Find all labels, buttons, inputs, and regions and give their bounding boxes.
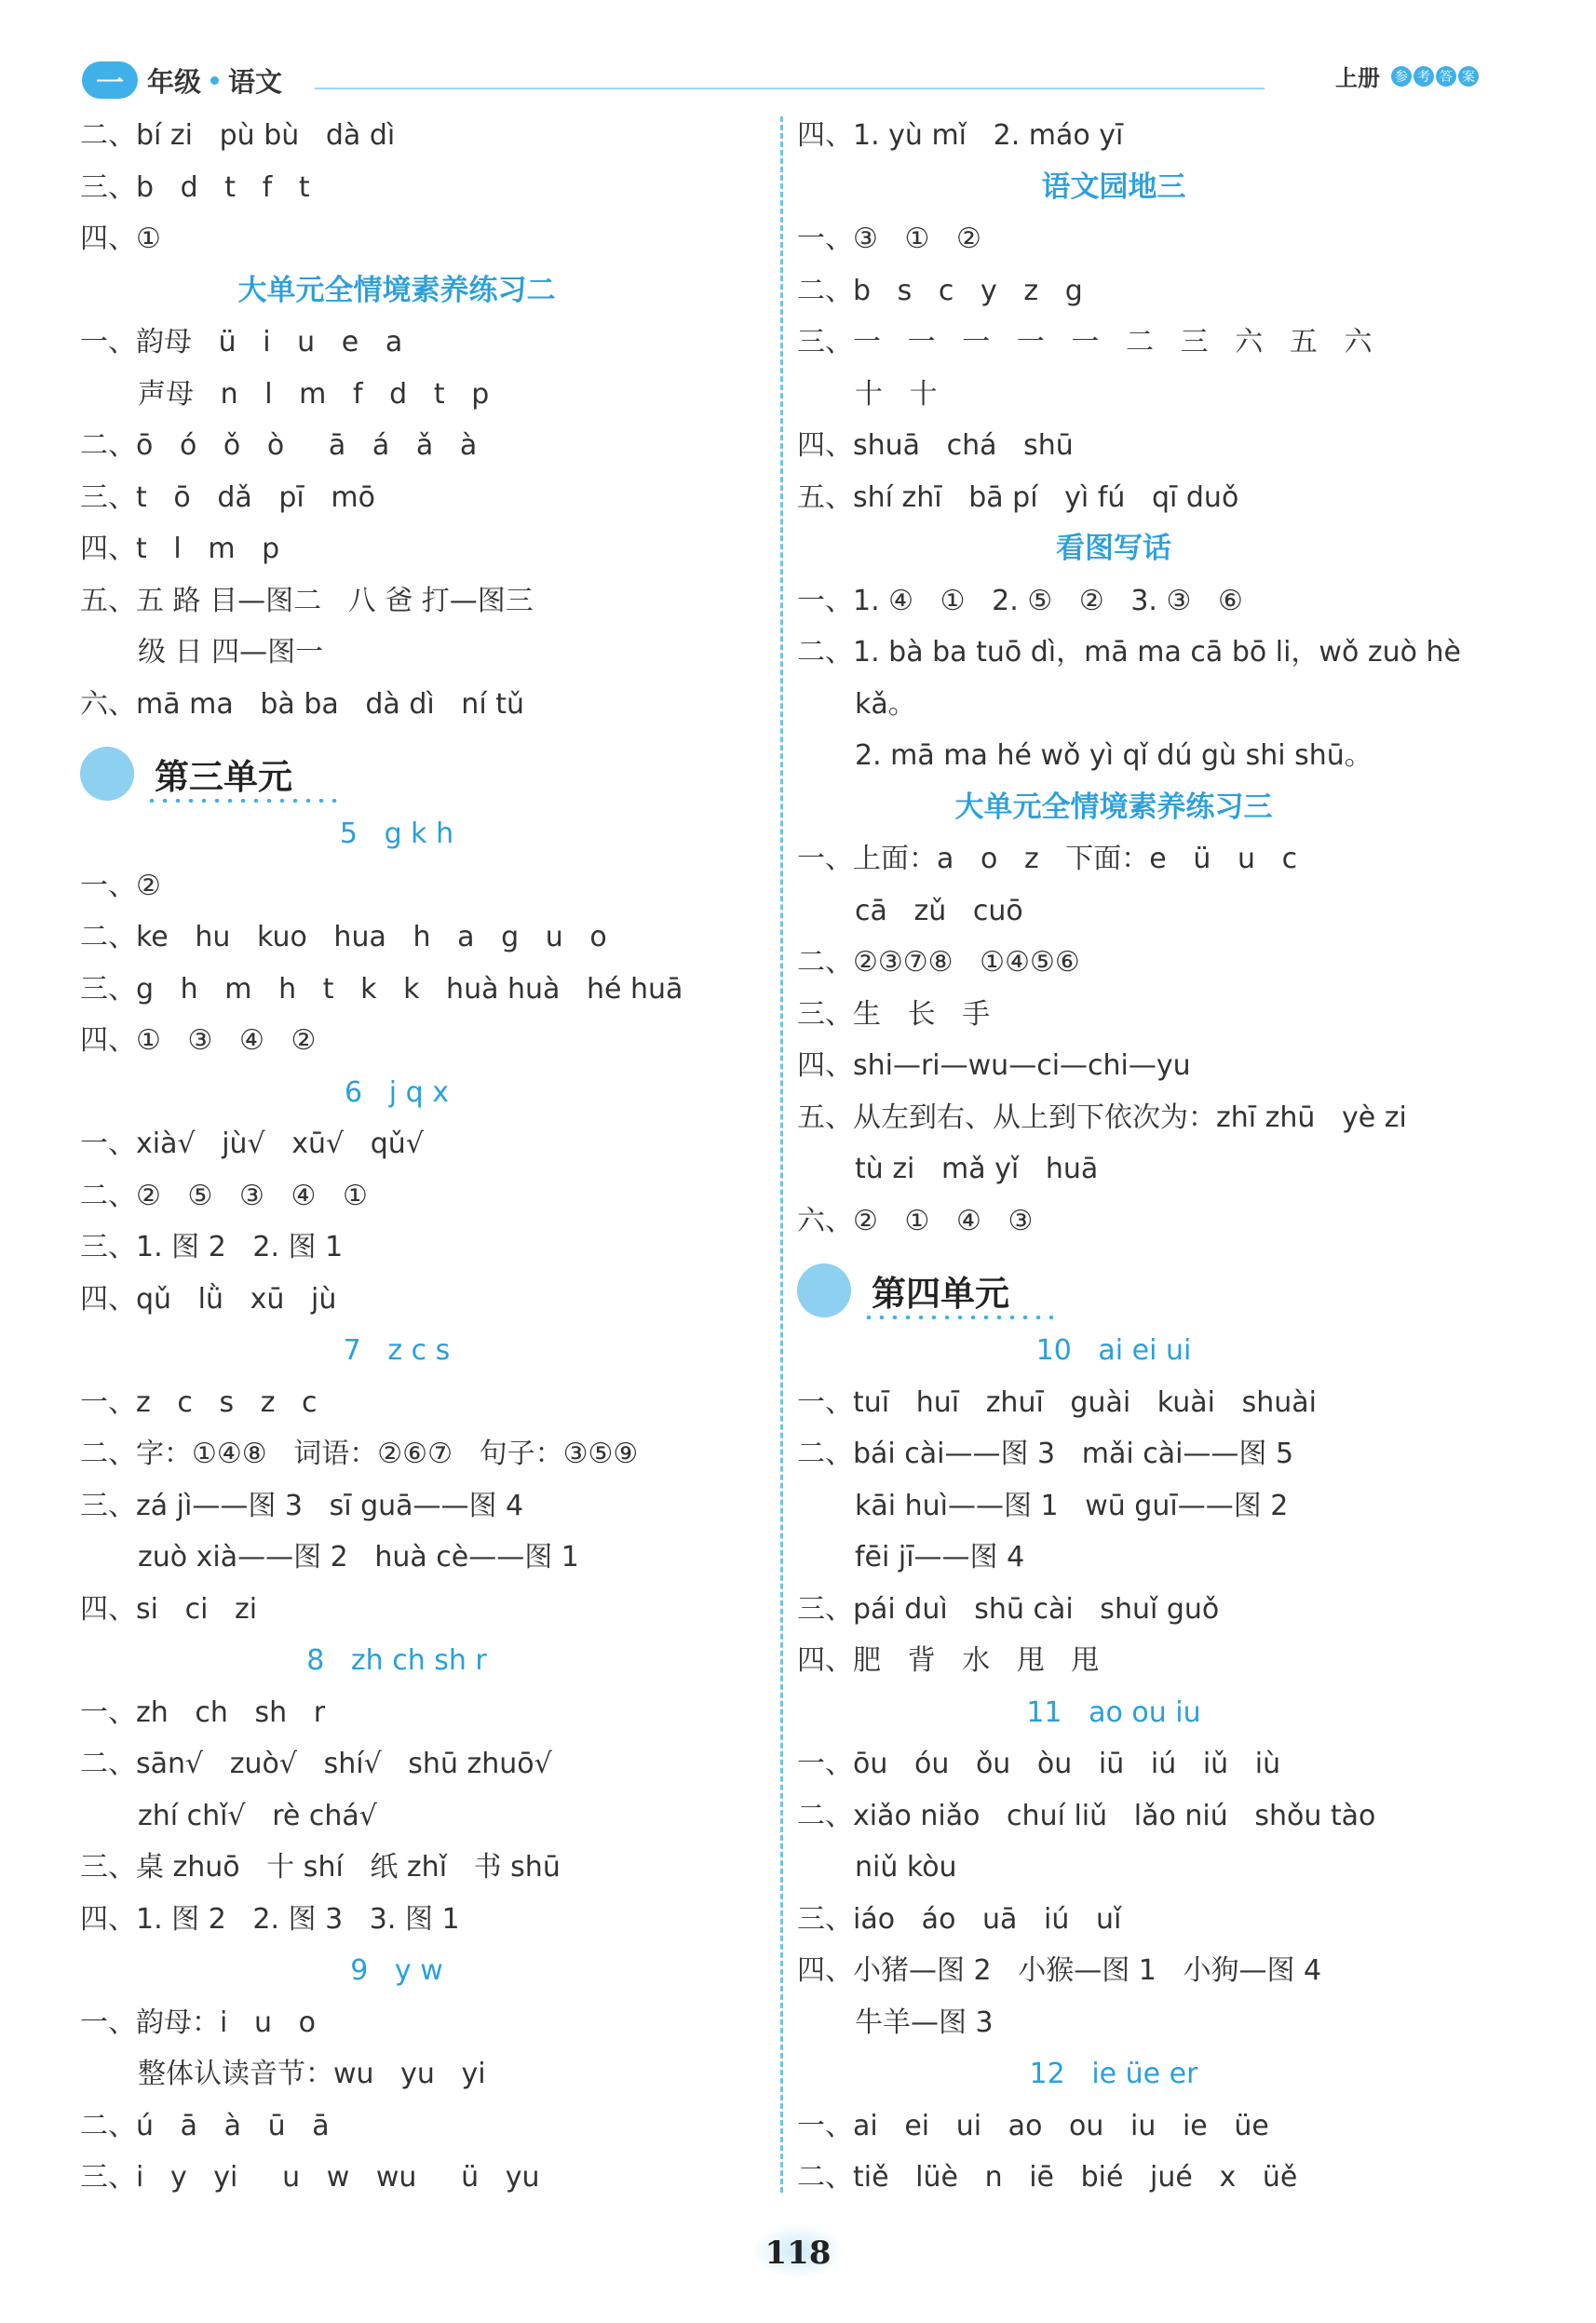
answer-line: 二、ō ó ǒ ò ā á ǎ à: [80, 429, 478, 462]
header-rule: [315, 88, 1265, 89]
answer-line: 一、xià√ jù√ xū√ qǔ√: [80, 1128, 424, 1160]
lesson-heading: 5 g k h: [339, 817, 454, 850]
separator-dot-icon: [210, 76, 219, 85]
answer-line-continued: zuò xià——图 2 huà cè——图 1: [138, 1541, 579, 1573]
answer-line: 三、pái duì shū cài shuǐ guǒ: [797, 1592, 1220, 1626]
answer-line-continued: fēi jī——图 4: [855, 1541, 1025, 1573]
header-left: [82, 52, 282, 108]
answer-line: 五、shí zhī bā pí yì fú qī duǒ: [797, 480, 1239, 514]
answer-line-continued: kāi huì——图 1 wū guī——图 2: [855, 1489, 1289, 1522]
answer-line: 一、③ ① ②: [797, 223, 981, 255]
answer-line: 四、shuā chá shū: [797, 429, 1074, 462]
section-heading: 大单元全情境素养练习二: [237, 273, 556, 307]
answer-line: 四、si ci zi: [80, 1592, 258, 1626]
section-heading: 看图写话: [1056, 532, 1171, 565]
answer-line: 三、b d t f t: [80, 170, 310, 204]
answer-line: 四、1. yù mǐ 2. máo yī: [797, 119, 1124, 152]
column-divider: [780, 116, 783, 2193]
answer-line: 四、1. 图 2 2. 图 3 3. 图 1: [80, 1902, 460, 1936]
answer-line-continued: 牛羊—图 3: [855, 2006, 994, 2039]
right-column: [797, 110, 1486, 2204]
answer-line: 二、bái cài——图 3 mǎi cài——图 5: [797, 1438, 1294, 1470]
lesson-heading: 6 j q x: [345, 1075, 449, 1109]
page-header: [82, 52, 1479, 108]
answer-line: 四、①: [80, 223, 161, 255]
answer-line: 四、肥 背 水 甩 甩: [797, 1644, 1100, 1677]
grade-badge: 一: [82, 61, 138, 99]
answer-line: 四、小猪—图 2 小猴—图 1 小狗—图 4: [797, 1954, 1322, 1987]
lesson-heading: 8 zh ch sh r: [306, 1644, 487, 1677]
answer-line: 一、韵母 ü i u e a: [80, 326, 403, 358]
answer-line: 五、五 路 目—图二 八 爸 打—图三: [80, 584, 534, 617]
answer-line: 三、g h m h t k k huà huà hé huā: [80, 972, 683, 1006]
answer-line: 一、ai ei ui ao ou iu ie üe: [797, 2109, 1269, 2142]
answer-badge-char: 案: [1458, 66, 1479, 87]
answer-line: 一、上面：a o z 下面：e ü u c: [797, 843, 1298, 875]
answer-line: 四、① ③ ④ ②: [80, 1024, 317, 1057]
answer-line: 二、sān√ zuò√ shí√ shū zhuō√: [80, 1748, 552, 1780]
subject-label: 语文: [228, 65, 283, 98]
unit-dotted-underline: [145, 799, 341, 803]
answer-line: 一、tuī huī zhuī guài kuài shuài: [797, 1385, 1317, 1419]
answer-line-continued: tù zi mǎ yǐ huā: [855, 1153, 1099, 1185]
lesson-heading: 10 ai ei ui: [1035, 1334, 1192, 1367]
unit-title-text: 第三单元: [155, 757, 292, 797]
answer-key-badge: [1389, 66, 1479, 87]
answer-line: 二、1. bà ba tuō dì，mā ma cā bō li，wǒ zuò hè: [797, 636, 1461, 669]
answer-line: 六、mā ma bà ba dà dì ní tǔ: [80, 687, 524, 721]
answer-line: 二、b s c y z g: [797, 274, 1083, 307]
lesson-heading: 7 z c s: [343, 1334, 451, 1367]
unit-dotted-underline: [862, 1316, 1058, 1319]
unit-circle-icon: [80, 747, 134, 801]
answer-line: 二、字：①④⑧ 词语：②⑥⑦ 句子：③⑤⑨: [80, 1438, 639, 1470]
volume-label: 上册: [1335, 65, 1380, 91]
unit-title-text: 第四单元: [872, 1274, 1009, 1314]
page-number: 118: [764, 2235, 832, 2272]
header-right: [1335, 60, 1479, 92]
answer-line: 一、韵母：i u o: [80, 2006, 316, 2039]
grade-label: 年级: [147, 65, 202, 98]
unit-circle-icon: [797, 1263, 851, 1317]
answer-line: 二、②③⑦⑧ ①④⑤⑥: [797, 946, 1080, 979]
answer-line: 三、i y yi u w wu ü yu: [80, 2161, 540, 2194]
answer-line-continued: 整体认读音节：wu yu yi: [138, 2058, 486, 2090]
answer-line: 五、从左到右、从上到下依次为：zhī zhū yè zi: [797, 1101, 1407, 1134]
answer-line-continued: kǎ。: [855, 687, 916, 721]
lesson-heading: 11 ao ou iu: [1026, 1695, 1201, 1729]
unit-title: [80, 734, 769, 808]
answer-line: 一、z c s z c: [80, 1385, 318, 1419]
answer-line-continued: 十 十: [855, 377, 938, 411]
answer-line-continued: zhí chǐ√ rè chá√: [138, 1799, 377, 1832]
answer-line: 四、qǔ lǜ xū jù: [80, 1282, 337, 1316]
lesson-heading: 9 y w: [350, 1954, 443, 1987]
section-heading: 语文园地三: [1041, 169, 1186, 204]
answer-line: 二、ú ā à ū ā: [80, 2109, 330, 2142]
answer-badge-char: 考: [1413, 66, 1434, 87]
answer-line-continued: cā zǔ cuō: [855, 894, 1023, 927]
section-heading: 大单元全情境素养练习三: [954, 790, 1273, 824]
answer-line: 三、iáo áo uā iú uǐ: [797, 1902, 1122, 1936]
answer-line: 一、1. ④ ① 2. ⑤ ② 3. ③ ⑥: [797, 584, 1243, 617]
left-column: [80, 110, 769, 2204]
answer-line-continued: niǔ kòu: [855, 1851, 957, 1884]
answer-line: 三、1. 图 2 2. 图 1: [80, 1231, 344, 1263]
answer-line: 二、② ⑤ ③ ④ ①: [80, 1179, 368, 1212]
answer-line: 二、xiǎo niǎo chuí liǔ lǎo niú shǒu tào: [797, 1799, 1376, 1832]
answer-line: 二、ke hu kuo hua h a g u o: [80, 921, 607, 953]
lesson-heading: 12 ie üe er: [1029, 2058, 1198, 2090]
answer-line: 一、②: [80, 869, 161, 902]
answer-line: 二、tiě lüè n iē bié jué x üě: [797, 2161, 1298, 2194]
answer-line: 三、t ō dǎ pī mō: [80, 480, 375, 514]
answer-line: 三、生 长 手: [797, 997, 991, 1031]
answer-line: 四、shi—ri—wu—ci—chi—yu: [797, 1049, 1191, 1082]
answer-badge-char: 参: [1391, 66, 1412, 87]
answer-line: 六、② ① ④ ③: [797, 1204, 1034, 1237]
answer-line: 三、桌 zhuō 十 shí 纸 zhǐ 书 shū: [80, 1851, 561, 1884]
answer-line-continued: 2. mā ma hé wǒ yì qǐ dú gù shi shū。: [855, 739, 1373, 772]
answer-line-continued: 级 日 四—图一: [138, 636, 324, 669]
answer-line: 一、zh ch sh r: [80, 1695, 326, 1729]
answer-line: 三、一 一 一 一 一 二 三 六 五 六: [797, 326, 1373, 358]
unit-title: [797, 1250, 1486, 1325]
answer-badge-char: 答: [1436, 66, 1456, 87]
answer-line-continued: 声母 n l m f d t p: [138, 377, 490, 411]
answer-line: 三、zá jì——图 3 sī guā——图 4: [80, 1489, 524, 1522]
answer-line: 四、t l m p: [80, 533, 280, 565]
answer-line: 二、bí zi pù bù dà dì: [80, 119, 396, 152]
answer-line: 一、ōu óu ǒu òu iū iú iǔ iù: [797, 1748, 1281, 1780]
